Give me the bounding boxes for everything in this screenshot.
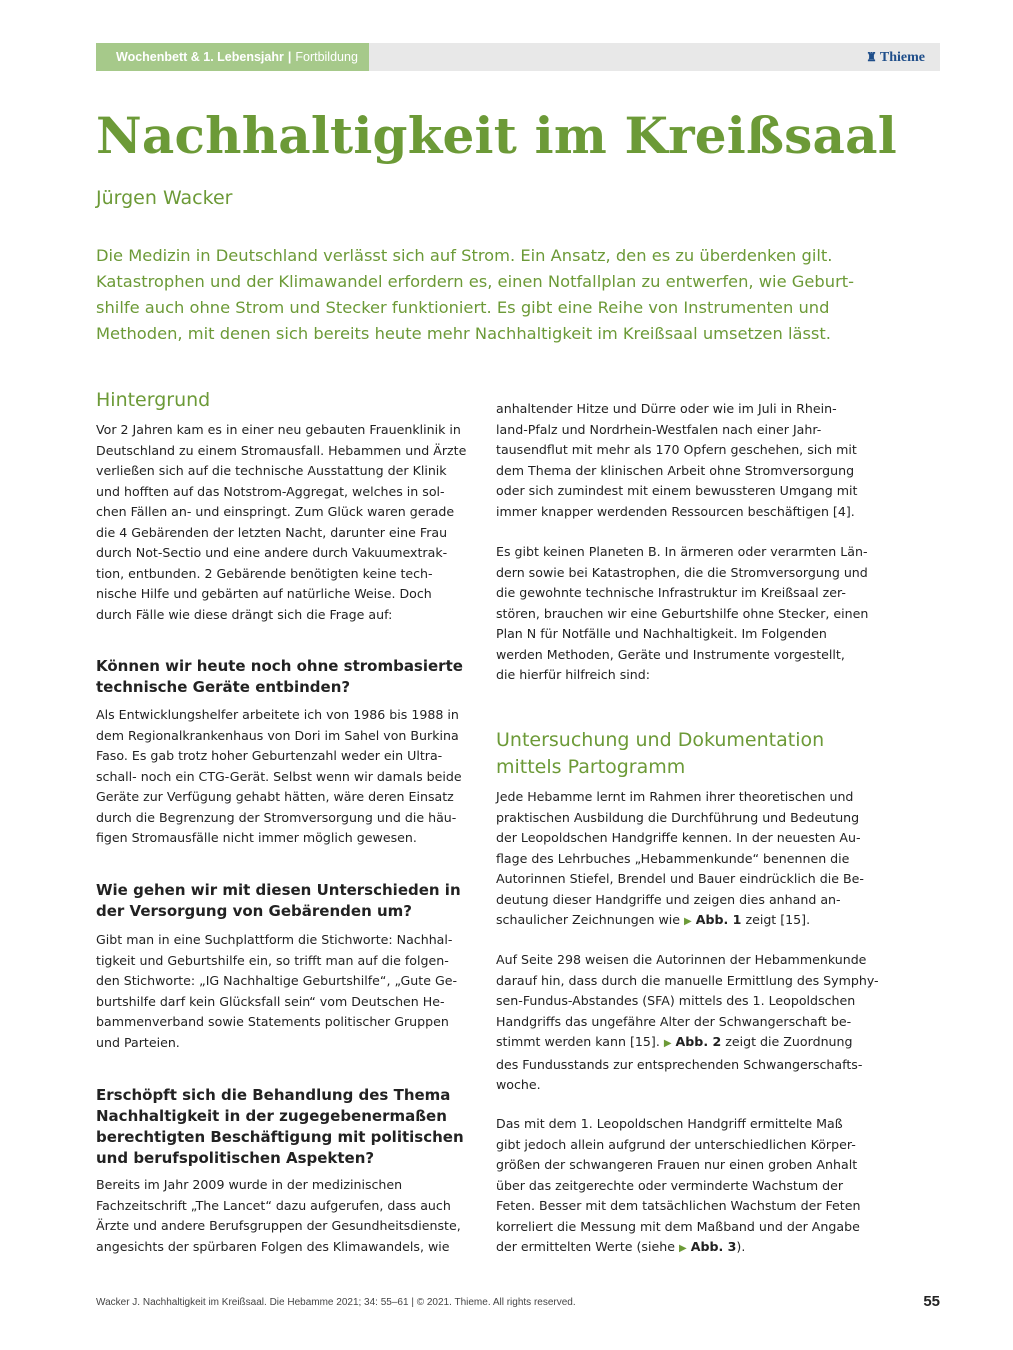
text-line: dern sowie bei Katastrophen, die die Stromversorgung und [496, 564, 868, 580]
paragraph [96, 705, 462, 849]
text-line: durch Not-Sectio und eine andere durch Vakuumextrak- [96, 545, 448, 560]
text-line: chen Fällen an- und einspringt. Zum Glück waren gerade [96, 504, 455, 519]
text-line: über das zeitgerechte oder verminderte Wachstum der [496, 1177, 844, 1193]
text-line: des Fundusstands zur entsprechenden Schwangerschafts- [496, 1056, 863, 1072]
text-line: deutung dieser Handgriffe und zeigen dies anhand an- [496, 891, 841, 907]
text-line: tigkeit und Geburtshilfe ein, so trifft man auf die folgen- [96, 952, 449, 968]
figure-reference-abb-1[interactable]: Abb. 1 [695, 912, 742, 927]
text-line: Faso. Es gab trotz hoher Geburtenzahl weder ein Ultra- [96, 748, 443, 763]
section-heading-line: mittels Partogramm [496, 756, 686, 778]
text-line: und hofften auf das Notstrom-Aggregat, welches in sol- [96, 483, 445, 499]
subheading-line: der Versorgung von Gebärenden um? [96, 902, 412, 920]
text-line: Gibt man in eine Suchplattform die Stichworte: Nachhal- [96, 932, 453, 947]
figure-arrow-icon: ▶ [684, 916, 692, 927]
text-line: und Parteien. [96, 1034, 180, 1050]
citation-footer: Wacker J. Nachhaltigkeit im Kreißsaal. Die Hebamme 2021; 34: 55–61 | © 2021. Thieme. All rights reserved. [96, 1297, 576, 1308]
text-line: burtshilfe darf kein Glücksfall sein“ vom Deutschen He- [96, 993, 445, 1009]
text-line: durch die Begrenzung der Stromversorgung und die häu- [96, 809, 457, 825]
text-line: den Stichworte: „IG Nachhaltige Geburtshilfe“, „Gute Ge- [96, 973, 458, 988]
section-tag [96, 43, 369, 71]
subheading-line: berechtigten Beschäftigung mit politischen [96, 1128, 464, 1146]
text-line: schaulicher Zeichnungen wie ▶ Abb. 1 zeigt [15]. [496, 912, 811, 927]
text-line: tausendflut mit mehr als 170 Opfern geschehen, sich mit [496, 442, 857, 457]
header-separator: | [287, 50, 292, 64]
text-line: die gewohnte technische Infrastruktur im Kreißsaal zer- [496, 585, 846, 600]
text-line: die 4 Gebärenden der letzten Nacht, darunter eine Frau [96, 524, 448, 540]
thieme-emblem-icon: ♜ [866, 50, 877, 64]
text-line: größen der schwangeren Frauen nur einen groben Anhalt [496, 1157, 858, 1172]
subheading-line: und berufspolitischen Aspekten? [96, 1149, 375, 1167]
paragraph [496, 1114, 860, 1260]
text-line: Ärzte und andere Berufsgruppen der Gesundheitsdienste, [96, 1218, 461, 1233]
text-line: Jede Hebamme lernt im Rahmen ihrer theoretischen und [496, 789, 854, 804]
text-line: praktischen Ausbildung die Durchführung und Bedeutung [496, 809, 860, 825]
text-line: Vor 2 Jahren kam es in einer neu gebauten Frauenklinik in [96, 422, 461, 437]
paragraph [96, 420, 466, 625]
text-line: sen-Fundus-Abstandes (SFA) mittels des 1. Leopoldschen [496, 993, 856, 1008]
text-line: Bereits im Jahr 2009 wurde in der medizinischen [96, 1177, 403, 1192]
figure-reference-abb-3[interactable]: Abb. 3 [690, 1239, 737, 1254]
text-line: stimmt werden kann [15]. ▶ Abb. 2 zeigt die Zuordnung [496, 1034, 853, 1049]
subheading [96, 656, 463, 698]
text-line: Autorinnen Stiefel, Brendel und Bauer eindrücklich die Be- [496, 871, 864, 886]
paragraph [96, 1175, 461, 1257]
abstract [96, 243, 856, 347]
abstract-line: shilfe auch ohne Strom und Stecker funktioniert. Es gibt eine Reihe von Instrumenten und [96, 298, 830, 317]
paragraph [96, 930, 457, 1053]
author-name: Jürgen Wacker [96, 187, 233, 209]
text-line: der Leopoldschen Handgriffe kennen. In der neuesten Au- [496, 830, 861, 845]
text-line: figen Stromausfälle nicht immer möglich gewesen. [96, 830, 417, 845]
text-line: Deutschland zu einem Stromausfall. Hebammen und Ärzte [96, 442, 467, 458]
abstract-line: Die Medizin in Deutschland verlässt sich auf Strom. Ein Ansatz, den es zu überdenken gilt. [96, 246, 833, 265]
paragraph [496, 542, 868, 686]
text-line: tion, entbunden. 2 Gebärende benötigten keine tech- [96, 565, 433, 581]
text-line: schall- noch ein CTG-Gerät. Selbst wenn wir damals beide [96, 768, 462, 784]
figure-reference-abb-2[interactable]: Abb. 2 [675, 1034, 722, 1049]
figure-arrow-icon: ▶ [663, 1038, 672, 1049]
subheading-line: Wie gehen wir mit diesen Unterschieden in [96, 881, 461, 899]
paragraph [496, 399, 858, 522]
section-name: Wochenbett & 1. Lebensjahr [116, 50, 284, 64]
section-heading-hintergrund: Hintergrund [96, 389, 211, 411]
text-line: der ermittelten Werte (siehe ▶ Abb. 3). [496, 1239, 746, 1254]
text-line: land-Pfalz und Nordrhein-Westfalen nach einer Jahr- [496, 421, 822, 437]
subheading [96, 1085, 464, 1169]
text-line: Feten. Besser mit dem tatsächlichen Wachstum der Feten [496, 1198, 861, 1213]
text-line: stören, brauchen wir eine Geburtshilfe ohne Stecker, einen [496, 605, 869, 621]
subheading [96, 880, 461, 922]
paragraph [496, 787, 864, 933]
text-line: verließen sich auf die technische Ausstattung der Klinik [96, 463, 447, 478]
text-line: Auf Seite 298 weisen die Autorinnen der Hebammenkunde [496, 952, 867, 967]
text-line: Plan N für Notfälle und Nachhaltigkeit. Im Folgenden [496, 626, 827, 641]
category-label: Fortbildung [295, 50, 358, 64]
text-line: flage des Lehrbuches „Hebammenkunde“ benennen die [496, 850, 850, 866]
text-line: Als Entwicklungshelfer arbeitete ich von 1986 bis 1988 in [96, 707, 459, 722]
text-line: Geräte zur Verfügung gehabt hätten, wäre deren Einsatz [96, 789, 454, 804]
section-heading-line: Untersuchung und Dokumentation [496, 729, 825, 751]
text-line: woche. [496, 1077, 541, 1092]
text-line: korreliert die Messung mit dem Maßband und der Angabe [496, 1218, 860, 1234]
paragraph [496, 950, 879, 1096]
text-line: darauf hin, dass durch die manuelle Ermittlung des Symphy- [496, 972, 879, 988]
subheading-line: Erschöpft sich die Behandlung des Thema [96, 1086, 451, 1104]
running-header [96, 43, 940, 71]
abstract-line: Methoden, mit denen sich bereits heute mehr Nachhaltigkeit im Kreißsaal umsetzen lässt. [96, 324, 831, 343]
figure-arrow-icon: ▶ [678, 1243, 687, 1254]
text-line: Das mit dem 1. Leopoldschen Handgriff ermittelte Maß [496, 1116, 843, 1131]
text-line: Fachzeitschrift „The Lancet“ dazu aufgerufen, dass auch [96, 1197, 451, 1213]
text-line: Es gibt keinen Planeten B. In ärmeren oder verarmten Län- [496, 544, 868, 559]
text-line: gibt jedoch allein aufgrund der unterschiedlichen Körper- [496, 1136, 856, 1152]
text-line: dem Regionalkrankenhaus von Dori im Sahel von Burkina [96, 727, 459, 743]
text-line: angesichts der spürbaren Folgen des Klimawandels, wie [96, 1238, 450, 1254]
text-line: bammenverband sowie Statements politischer Gruppen [96, 1014, 449, 1029]
text-line: werden Methoden, Geräte und Instrumente vorgestellt, [496, 646, 845, 662]
subheading-line: technische Geräte entbinden? [96, 678, 351, 696]
article-title: Nachhaltigkeit im Kreißsaal [96, 106, 897, 165]
text-line: nische Hilfe und gebärten auf natürliche Weise. Doch [96, 586, 432, 601]
publisher-logo [866, 43, 925, 71]
subheading-line: Nachhaltigkeit in der zugegebenermaßen [96, 1107, 447, 1125]
abstract-line: Katastrophen und der Klimawandel erfordern es, einen Notfallplan zu entwerfen, wie Geburt- [96, 272, 855, 291]
page-number: 55 [923, 1293, 940, 1310]
text-line: durch Fälle wie diese drängt sich die Frage auf: [96, 606, 393, 622]
text-line: anhaltender Hitze und Dürre oder wie im Juli in Rhein- [496, 401, 837, 416]
text-line: die hierfür hilfreich sind: [496, 667, 650, 682]
text-line: dem Thema der klinischen Arbeit ohne Stromversorgung [496, 462, 855, 478]
text-line: Handgriffs das ungefähre Alter der Schwangerschaft be- [496, 1013, 852, 1029]
subheading-line: Können wir heute noch ohne strombasierte [96, 657, 463, 675]
brand-name: Thieme [879, 50, 925, 65]
section-heading-partogramm [496, 727, 824, 781]
text-line: immer knapper werdenden Ressourcen beschäftigen [4]. [496, 503, 855, 519]
text-line: oder sich zumindest mit einem bewussteren Umgang mit [496, 483, 858, 498]
